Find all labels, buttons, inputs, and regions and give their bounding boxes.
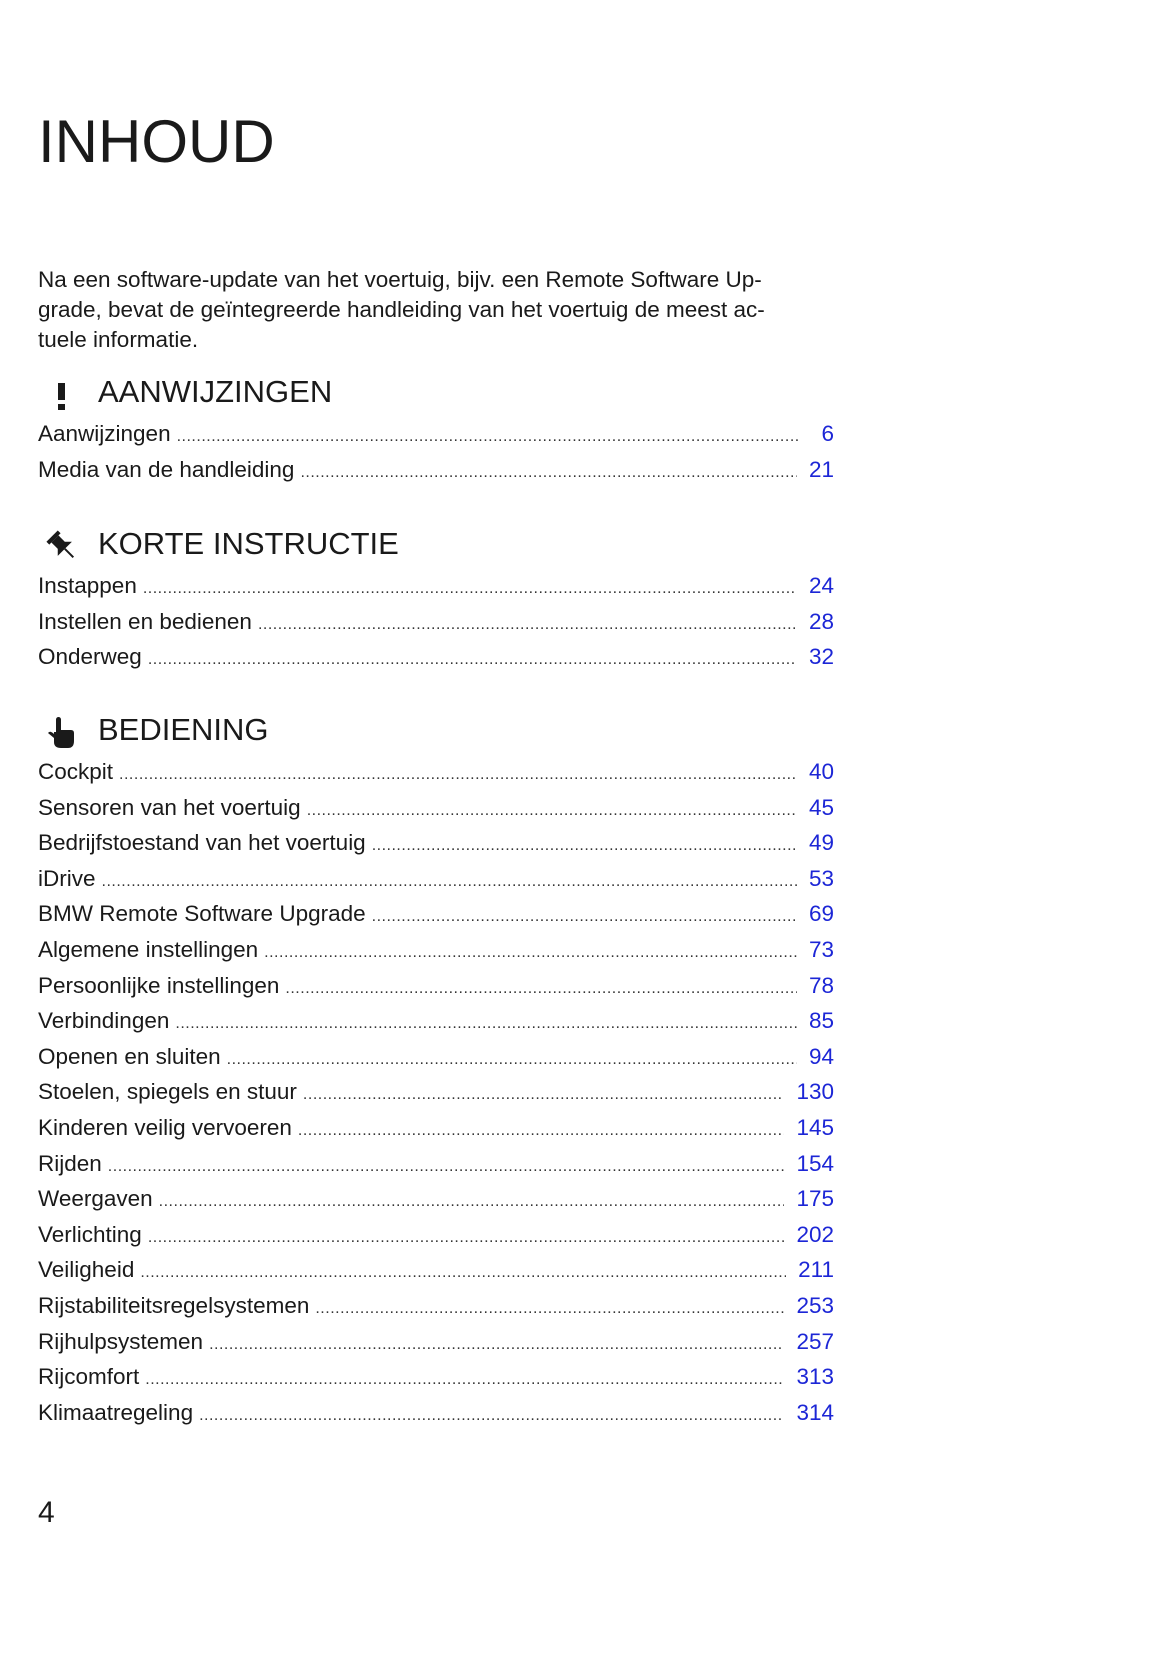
pointing-hand-icon	[44, 714, 80, 750]
toc-entry-label: Cockpit	[38, 759, 114, 784]
toc-entry[interactable]	[38, 1039, 834, 1075]
dot-leader	[145, 1362, 784, 1398]
toc-page-link[interactable]: 253	[796, 1292, 834, 1318]
toc-entry[interactable]	[38, 825, 834, 861]
toc-entry[interactable]	[38, 790, 834, 826]
toc-page-link[interactable]: 145	[796, 1114, 834, 1140]
toc-page-link[interactable]: 21	[808, 456, 834, 482]
toc-page-link[interactable]: 53	[808, 865, 834, 891]
dot-leader	[307, 793, 797, 829]
toc-entry-label: Verbindingen	[38, 1008, 170, 1034]
toc-entry[interactable]	[38, 896, 834, 932]
toc-entry-label: Instappen	[38, 573, 137, 598]
toc-entry-label: Stoelen, spiegels en stuur	[38, 1079, 297, 1105]
toc-entry-label: Weergaven	[38, 1186, 153, 1212]
toc-entry[interactable]	[38, 1146, 834, 1182]
dot-leader	[140, 1255, 786, 1291]
toc-entry[interactable]	[38, 1110, 834, 1146]
toc-entry[interactable]	[38, 861, 834, 897]
toc-page-link[interactable]: 78	[808, 972, 834, 998]
toc-page-link[interactable]: 40	[808, 759, 834, 784]
exclamation-icon	[44, 376, 80, 412]
toc-list	[38, 754, 834, 1430]
section-title: KORTE INSTRUCTIE	[98, 526, 399, 561]
toc-page-link[interactable]: 314	[796, 1399, 834, 1425]
toc-entry-label: Rijden	[38, 1150, 102, 1176]
toc-page-link[interactable]: 175	[796, 1186, 834, 1212]
section-aanwijzingen	[38, 372, 834, 487]
section-korte-instructie	[38, 524, 834, 675]
toc-entry-label: Verlichting	[38, 1221, 142, 1247]
toc-entry[interactable]	[38, 1217, 834, 1253]
dot-leader	[298, 1113, 785, 1149]
toc-page-link[interactable]: 130	[796, 1079, 834, 1105]
pushpin-icon	[44, 528, 80, 564]
dot-leader	[372, 899, 797, 935]
dot-leader	[102, 864, 797, 900]
toc-list	[38, 568, 834, 675]
dot-leader	[227, 1042, 797, 1078]
dot-leader	[175, 1006, 797, 1042]
dot-leader	[159, 1184, 785, 1220]
toc-page-link[interactable]: 24	[808, 573, 834, 598]
toc-page-link[interactable]: 45	[808, 794, 834, 820]
dot-leader	[315, 1291, 784, 1327]
toc-page-link[interactable]: 69	[808, 901, 834, 927]
dot-leader	[300, 455, 797, 491]
toc-entry-label: Aanwijzingen	[38, 421, 171, 446]
page-title: INHOUD	[38, 108, 275, 175]
toc-entry-label: Rijstabiliteitsregelsystemen	[38, 1292, 310, 1318]
toc-entry-label: Persoonlijke instellingen	[38, 972, 280, 998]
dot-leader	[264, 935, 797, 971]
dot-leader	[148, 1220, 785, 1256]
intro-paragraph	[38, 265, 828, 355]
toc-entry-label: BMW Remote Software Upgrade	[38, 901, 366, 927]
dot-leader	[148, 642, 797, 678]
dot-leader	[143, 571, 797, 607]
dot-leader	[177, 419, 800, 455]
dot-leader	[199, 1398, 784, 1434]
section-header	[38, 524, 834, 568]
toc-page-link[interactable]: 28	[808, 608, 834, 634]
toc-page-link[interactable]: 49	[808, 830, 834, 856]
toc-entry-label: Media van de handleiding	[38, 456, 295, 482]
toc-list	[38, 416, 834, 487]
section-header	[38, 710, 834, 754]
toc-entry-label: Kinderen veilig vervoeren	[38, 1114, 292, 1140]
toc-entry-label: Instellen en bedienen	[38, 608, 252, 634]
dot-leader	[119, 757, 797, 793]
toc-page-link[interactable]: 94	[808, 1043, 834, 1069]
intro-line: grade, bevat de geïntegreerde handleiding van het voertuig de meest ac-	[38, 297, 765, 322]
toc-page-link[interactable]: 313	[796, 1364, 834, 1390]
section-bediening	[38, 710, 834, 1430]
toc-entry-label: iDrive	[38, 865, 96, 891]
toc-entry[interactable]	[38, 1395, 834, 1431]
section-title: AANWIJZINGEN	[98, 374, 333, 409]
toc-entry-label: Openen en sluiten	[38, 1043, 221, 1069]
dot-leader	[108, 1149, 785, 1185]
dot-leader	[303, 1077, 785, 1113]
toc-entry[interactable]	[38, 1288, 834, 1324]
toc-page-link[interactable]: 32	[808, 644, 834, 670]
dot-leader	[209, 1327, 784, 1363]
toc-entry-label: Sensoren van het voertuig	[38, 794, 301, 820]
toc-entry-label: Rijhulpsystemen	[38, 1328, 204, 1354]
toc-page-link[interactable]: 202	[796, 1221, 834, 1247]
toc-entry-label: Bedrijfstoestand van het voertuig	[38, 830, 366, 856]
toc-page-link[interactable]: 257	[796, 1328, 834, 1354]
section-header	[38, 372, 834, 416]
page-number: 4	[38, 1496, 55, 1529]
toc-entry[interactable]	[38, 1359, 834, 1395]
toc-page-link[interactable]: 85	[808, 1008, 834, 1034]
toc-entry[interactable]	[38, 452, 834, 488]
toc-page-link[interactable]: 6	[821, 421, 834, 446]
toc-page-link[interactable]: 211	[798, 1257, 834, 1283]
intro-line: Na een software-update van het voertuig, bijv. een Remote Software Up-	[38, 267, 762, 292]
toc-entry[interactable]	[38, 416, 834, 452]
toc-entry[interactable]	[38, 568, 834, 604]
toc-entry[interactable]	[38, 932, 834, 968]
toc-entry[interactable]	[38, 968, 834, 1004]
toc-entry-label: Rijcomfort	[38, 1364, 140, 1390]
toc-entry-label: Veiligheid	[38, 1257, 135, 1283]
toc-entry-label: Algemene instellingen	[38, 936, 259, 962]
toc-entry[interactable]	[38, 1252, 834, 1288]
toc-entry-label: Onderweg	[38, 644, 142, 670]
dot-leader	[258, 607, 797, 643]
section-title: BEDIENING	[98, 712, 269, 747]
toc-entry[interactable]	[38, 639, 834, 675]
toc-page-link[interactable]: 154	[796, 1150, 834, 1176]
toc-entry[interactable]	[38, 1181, 834, 1217]
toc-entry-label: Klimaatregeling	[38, 1399, 194, 1425]
dot-leader	[372, 828, 797, 864]
toc-entry[interactable]	[38, 1003, 834, 1039]
intro-line: tuele informatie.	[38, 327, 199, 352]
toc-entry[interactable]	[38, 604, 834, 640]
toc-page-link[interactable]: 73	[808, 936, 834, 962]
dot-leader	[285, 971, 797, 1007]
toc-entry[interactable]	[38, 1324, 834, 1360]
toc-entry[interactable]	[38, 1074, 834, 1110]
toc-entry[interactable]	[38, 754, 834, 790]
